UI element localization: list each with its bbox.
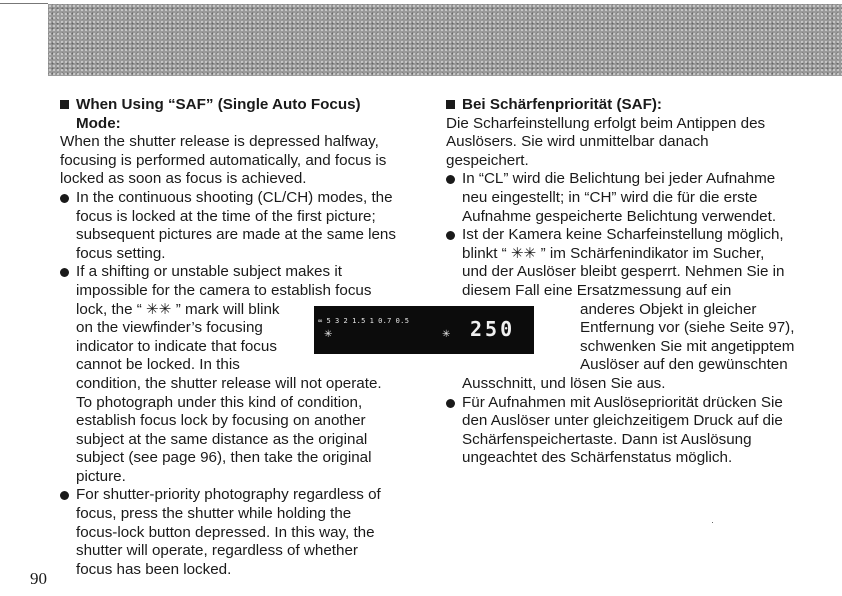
text-line: ungeachtet des Schärfenstatus möglich. <box>462 449 733 467</box>
text-line: Ist der Kamera keine Scharfeinstellung möglich, <box>462 226 784 244</box>
text-line: gespeichert. <box>446 151 529 169</box>
square-bullet-icon <box>446 100 455 109</box>
text-line: focusing is performed automatically, and focus is <box>60 151 387 169</box>
english-heading-line1: When Using “SAF” (Single Auto Focus) <box>76 96 361 113</box>
scale-mark: 0.5 <box>395 317 410 325</box>
text-line: If a shifting or unstable subject makes it <box>76 263 342 281</box>
text-line: Auslöser auf den gewünschten <box>580 356 788 374</box>
german-intro <box>446 115 798 171</box>
text-line: Schärfenspeichertaste. Dann ist Auslösung <box>462 430 752 448</box>
viewfinder-illustration <box>310 300 538 362</box>
round-bullet-icon <box>446 175 455 184</box>
text-line: den Auslöser unter gleichzeitigem Druck auf die <box>462 412 783 430</box>
text-line: focus, press the shutter while holding the <box>76 505 352 523</box>
text-line: Entfernung vor (siehe Seite 97), <box>580 319 795 337</box>
text-line: In the continuous shooting (CL/CH) modes, the <box>76 188 393 206</box>
text-line: focus setting. <box>76 244 166 262</box>
text-line: schwenken Sie mit angetipptem <box>580 337 795 355</box>
text-line: focus-lock button depressed. In this way, the <box>76 523 375 541</box>
text-line: Aufnahme gespeicherte Belichtung verwendet. <box>462 207 777 225</box>
text-line: focus is locked at the time of the first picture; <box>76 207 376 225</box>
german-heading-text: Bei Schärfenpriorität (SAF): <box>462 96 662 113</box>
round-bullet-icon <box>446 231 455 240</box>
round-bullet-icon <box>446 399 455 408</box>
viewfinder-display <box>314 306 534 354</box>
scale-mark: 2 <box>343 317 349 325</box>
text-line: lock, the “ ✳✳ ” mark will blink <box>76 300 280 318</box>
german-column <box>446 96 798 468</box>
top-rule <box>0 3 48 4</box>
focus-blink-left-icon: ✳ <box>324 329 333 340</box>
text-line: For shutter-priority photography regardless of <box>76 486 381 504</box>
english-bullet-1 <box>60 189 412 263</box>
text-line: focus has been locked. <box>76 560 232 578</box>
square-bullet-icon <box>60 100 69 109</box>
scale-mark: 1.5 <box>352 317 366 325</box>
round-bullet-icon <box>60 268 69 277</box>
focus-blink-right-icon: ✳ <box>442 329 451 340</box>
text-line: In “CL” wird die Belichtung bei jeder Aufnahme <box>462 170 776 188</box>
english-bullet-3 <box>60 486 412 579</box>
text-line: neu eingestellt; in “CH” wird die für die erste <box>462 188 758 206</box>
scale-mark: ∞ <box>318 317 323 325</box>
text-line: subsequent pictures are made at the same lens <box>76 226 396 244</box>
page-number: 90 <box>30 569 47 588</box>
text-line: establish focus lock by focusing on another <box>76 412 366 430</box>
scale-mark: 3 <box>335 317 340 325</box>
text-line: Auslösers. Sie wird unmittelbar danach <box>446 133 709 151</box>
text-line: subject at the same distance as the original <box>76 430 368 448</box>
english-heading <box>60 96 412 115</box>
english-intro <box>60 133 412 189</box>
text-line: Ausschnitt, und lösen Sie aus. <box>462 374 666 392</box>
text-line: indicator to indicate that focus <box>76 337 277 355</box>
text-line: on the viewfinder’s focusing <box>76 319 263 337</box>
print-speck <box>712 522 713 523</box>
text-line: condition, the shutter release will not operate. <box>76 374 382 392</box>
text-line: diesem Fall eine Ersatzmessung auf ein <box>462 281 732 299</box>
round-bullet-icon <box>60 194 69 203</box>
scale-mark: 0.7 <box>378 317 392 325</box>
text-line: shutter will operate, regardless of whether <box>76 542 358 560</box>
text-line: To photograph under this kind of condition, <box>76 393 363 411</box>
scale-mark: 1 <box>369 317 375 325</box>
focus-distance-scale <box>318 313 468 329</box>
german-bullet-3 <box>446 394 798 468</box>
english-heading-line2: Mode: <box>76 114 121 132</box>
text-line: blinkt “ ✳✳ ” im Schärfenindikator im Sucher, <box>462 244 765 262</box>
english-bullet-2 <box>60 263 412 486</box>
text-line: cannot be locked. In this <box>76 356 240 374</box>
text-line: anderes Objekt in gleicher <box>580 300 757 318</box>
text-line: picture. <box>76 467 126 485</box>
german-heading <box>446 96 798 115</box>
text-line: impossible for the camera to establish focus <box>76 281 372 299</box>
text-line: subject (see page 96), then take the original <box>76 449 372 467</box>
shutter-speed-readout: 250 <box>470 317 516 341</box>
text-line: und der Auslöser bleibt gesperrt. Nehmen Sie in <box>462 263 785 281</box>
round-bullet-icon <box>60 491 69 500</box>
text-line: Die Scharfeinstellung erfolgt beim Antippen des <box>446 114 766 132</box>
text-line: Für Aufnahmen mit Auslösepriorität drücken Sie <box>462 393 783 411</box>
halftone-banner <box>48 4 842 76</box>
scale-mark: 5 <box>326 317 332 325</box>
text-line: locked as soon as focus is achieved. <box>60 170 307 188</box>
text-line: When the shutter release is depressed halfway, <box>60 133 379 151</box>
german-bullet-1 <box>446 170 798 226</box>
